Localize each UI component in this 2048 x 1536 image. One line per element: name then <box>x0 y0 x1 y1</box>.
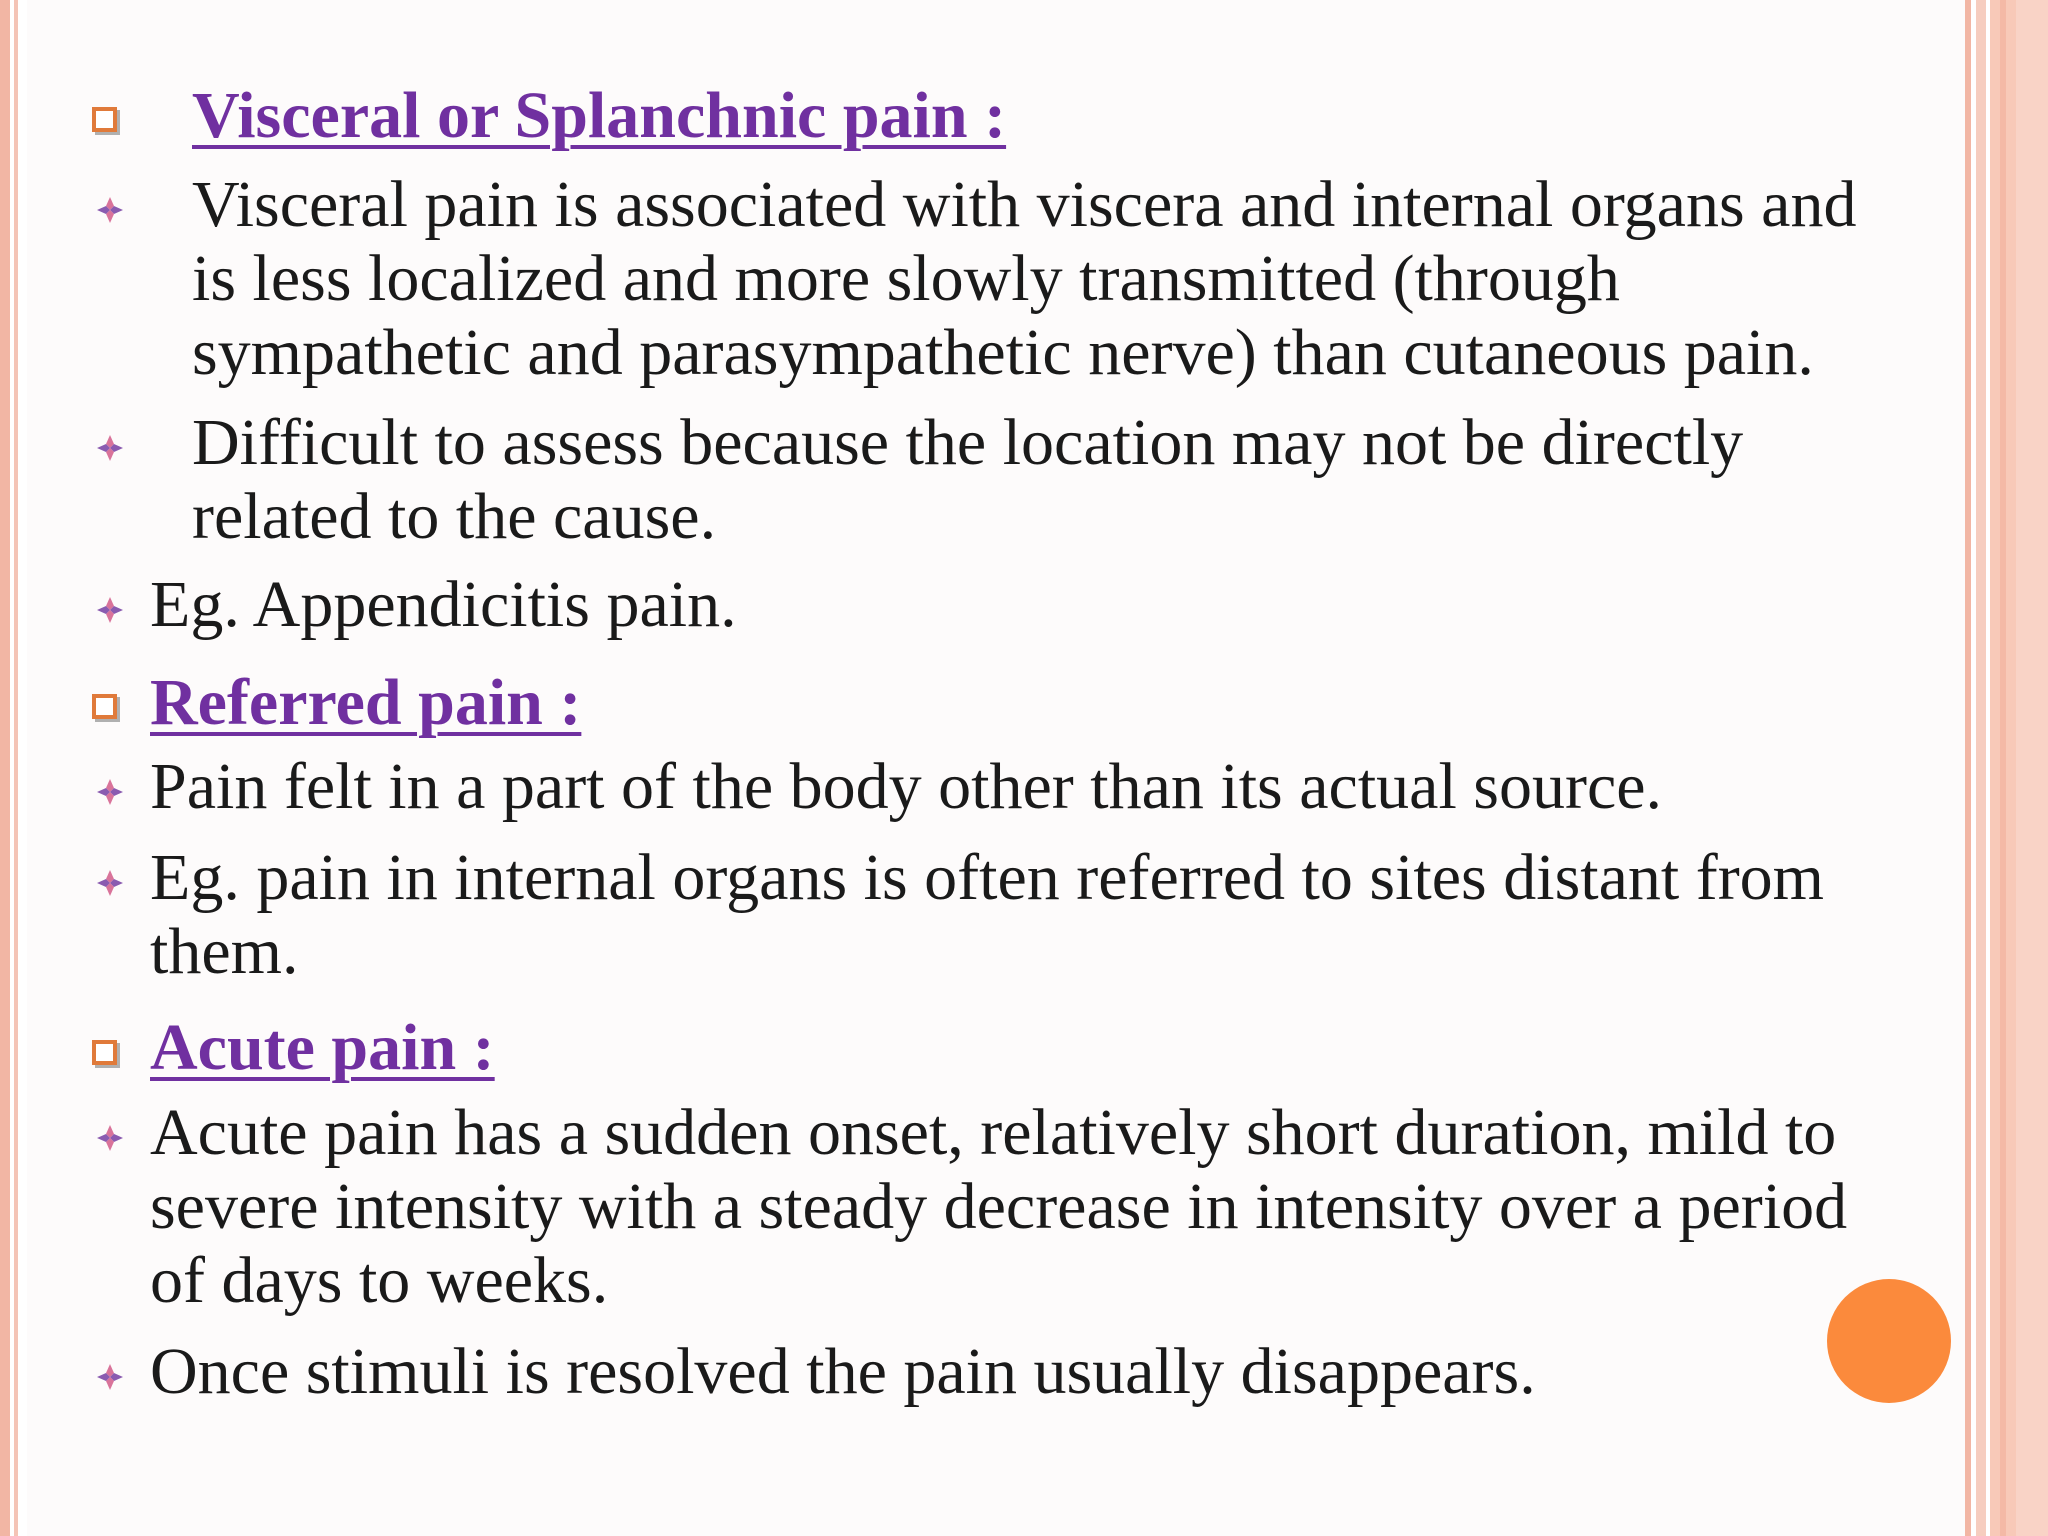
bullet-text-line: Eg. Appendicitis pain. <box>150 568 737 641</box>
bullet-text-line: sympathetic and parasympathetic nerve) than cutaneous pain. <box>192 316 1814 389</box>
diamond-bullet-icon <box>95 433 125 463</box>
right-border-stripe <box>2016 0 2048 1536</box>
square-bullet-icon <box>92 1040 117 1065</box>
bullet-text-line: Eg. pain in internal organs is often referred to sites distant from <box>150 841 1825 914</box>
bullet-text-line: Difficult to assess because the location may not be directly <box>192 406 1744 479</box>
bullet-text-line: severe intensity with a steady decrease in intensity over a period <box>150 1170 1848 1243</box>
bullet-text-line: them. <box>150 915 299 988</box>
square-bullet-icon <box>92 107 117 132</box>
diamond-bullet-icon <box>95 195 125 225</box>
diamond-bullet-icon <box>95 777 125 807</box>
section-heading-acute: Acute pain : <box>150 1011 495 1084</box>
right-border-stripe <box>1965 0 1971 1536</box>
left-border-stripe <box>0 0 10 1536</box>
bullet-text-line: Acute pain has a sudden onset, relatively short duration, mild to <box>150 1096 1837 1169</box>
diamond-bullet-icon <box>95 1362 125 1392</box>
square-bullet-icon <box>92 694 117 719</box>
bullet-text-line: Pain felt in a part of the body other than its actual source. <box>150 750 1663 823</box>
section-heading-referred: Referred pain : <box>150 666 582 739</box>
diamond-bullet-icon <box>95 868 125 898</box>
diamond-bullet-icon <box>95 595 125 625</box>
left-border-stripe-thin <box>14 0 18 1536</box>
right-border-stripe <box>1976 0 1986 1536</box>
bullet-text-line: Once stimuli is resolved the pain usually disappears. <box>150 1335 1536 1408</box>
bullet-text-line: is less localized and more slowly transmitted (through <box>192 242 1620 315</box>
decorative-orange-circle <box>1827 1279 1951 1403</box>
bullet-text-line: of days to weeks. <box>150 1244 609 1317</box>
diamond-bullet-icon <box>95 1123 125 1153</box>
section-heading-visceral: Visceral or Splanchnic pain : <box>192 79 1007 152</box>
right-border-stripe <box>2000 0 2006 1536</box>
bullet-text-line: Visceral pain is associated with viscera and internal organs and <box>192 168 1857 241</box>
bullet-text-line: related to the cause. <box>192 480 717 553</box>
